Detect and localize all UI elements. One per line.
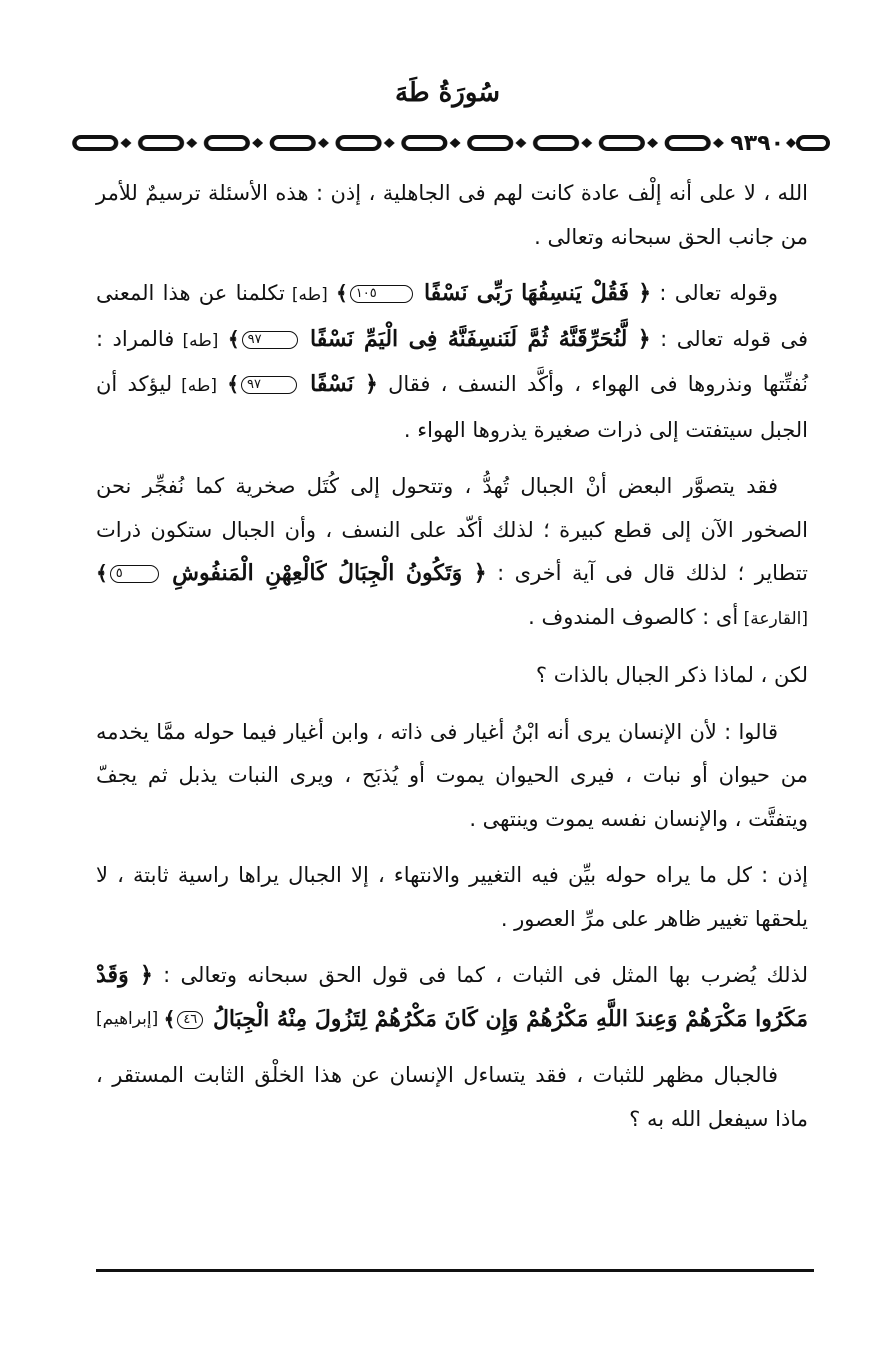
paragraph (96, 172, 808, 259)
paragraph (96, 654, 808, 698)
quran-verse: ﴿ وَتَكُونُ الْجِبَالُ كَالْعِهْنِ الْمَنفُوشِ ٥﴾ (96, 560, 487, 586)
page-body (96, 172, 808, 1154)
text: ليؤكد أن الجبل سيتفتت إلى ذرات صغيرة يذروها الهواء . (96, 372, 808, 442)
text: إذن : كل ما يراه حوله بيِّن فيه التغيير والانتهاء ، إلا الجبال يراها راسية ثابتة ، لا يلحقها تغيير ظاهر على مرِّ العصور . (96, 863, 808, 931)
quran-verse: ﴿ لَّنُحَرِّقَنَّهُ ثُمَّ لَنَنسِفَنَّهُ فِى الْيَمِّ نَسْفًا ٩٧﴾ (227, 325, 651, 352)
text: فالجبال مظهر للثبات ، فقد يتساءل الإنسان عن هذا الخلْق الثابت المستقر ، ماذا سيفعل الله به ؟ (96, 1063, 808, 1131)
verse-number: ٥ (110, 565, 159, 583)
text: فقد يتصوَّر البعض أنْ الجبال تُهدُّ ، وتتحول إلى كُتَل صخرية كما نُفجِّر نحن الصخور الآن إلى قطع كبيرة ؛ لذلك أكّد على النسف ، وأن الجبال ستكون ذرات تتطاير ؛ لذلك قال فى آية أخرى : (96, 474, 808, 585)
text: أى : كالصوف المندوف . (528, 604, 739, 629)
paragraph (96, 854, 808, 941)
quran-verse: ﴿ وَقَدْ مَكَرُوا مَكْرَهُمْ وَعِندَ اللَّهِ مَكْرُهُمْ وَإِن كَانَ مَكْرُهُمْ لِتَزُولَ مِنْهُ الْجِبَالُ ٤٦﴾ (96, 962, 808, 1032)
text: تكلمنا عن هذا المعنى فى قوله تعالى : (96, 281, 808, 351)
ornament-chain-right (786, 128, 832, 158)
header-ornament-border (70, 128, 832, 158)
text: الله ، لا على أنه إلْف عادة كانت لهم فى الجاهلية ، إذن : هذه الأسئلة ترسيمٌ للأمر من جانب الحق سبحانه وتعالى . (96, 181, 808, 249)
text: قالوا : لأن الإنسان يرى أنه ابْنُ أغيار فى ذاته ، وابن أغيار فيما حوله ممَّا يخدمه من حيوان أو نبات ، فيرى الحيوان يموت أو يُذبَح ، ويرى النبات يذبل ثم يجفّ ويتفتَّت ، والإنسان نفسه يموت وينتهى . (96, 719, 808, 831)
paragraph (96, 954, 808, 1041)
surah-reference: [طه] (174, 330, 219, 351)
surah-reference: [طه] (284, 285, 328, 305)
verse-number: ٤٦ (177, 1011, 203, 1029)
surah-reference: [القارعة] (738, 608, 808, 629)
surah-title: سُورَةُ طَهَ (394, 78, 501, 108)
page-number: ٩٣٩٠ (730, 130, 784, 156)
surah-reference: [طه] (172, 376, 217, 396)
verse-number: ٩٧ (242, 331, 298, 349)
text: لذلك يُضرب بها المثل فى الثبات ، كما فى قول الحق سبحانه وتعالى : (152, 963, 808, 987)
surah-reference: [إبراهيم] (96, 1008, 159, 1029)
paragraph (96, 711, 808, 842)
quran-verse: ﴿ نَسْفًا ٩٧﴾ (227, 371, 378, 397)
paragraph (96, 272, 808, 452)
quran-verse: ﴿ فَقُلْ يَنسِفُهَا رَبِّى نَسْفًا ١٠٥﴾ (336, 280, 652, 306)
footer-rule (96, 1269, 814, 1272)
text: فالمراد : نُفتِّتها ونذروها فى الهواء ، وأكَّد النسف ، فقال (96, 326, 808, 396)
verse-number: ١٠٥ (350, 285, 413, 303)
ornament-chain-left (70, 128, 728, 158)
paragraph (96, 465, 808, 641)
paragraph (96, 1054, 808, 1141)
verse-number: ٩٧ (241, 376, 297, 394)
text: لكن ، لماذا ذكر الجبال بالذات ؟ (535, 663, 808, 687)
text: وقوله تعالى : (651, 281, 778, 305)
